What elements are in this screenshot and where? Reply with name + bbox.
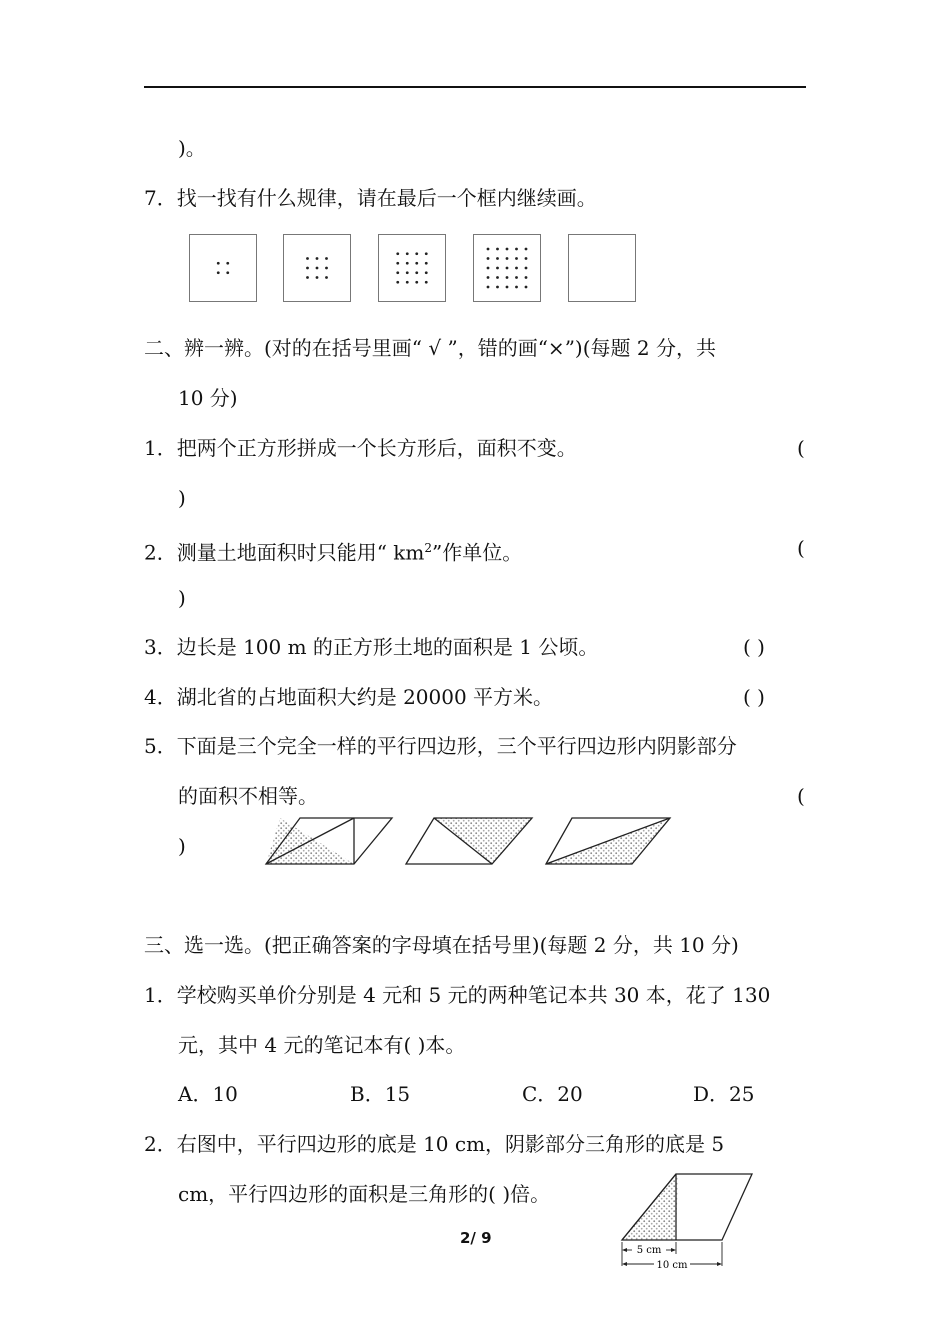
grid-dot — [226, 271, 229, 274]
grid-dot — [515, 257, 518, 260]
grid-dot — [226, 262, 229, 265]
grid-dot — [515, 276, 518, 279]
s2-item-4-text: 4．湖北省的占地面积大约是 20000 平方米。 — [144, 685, 554, 709]
grid-dot — [406, 262, 409, 265]
grid-dot — [496, 286, 499, 289]
s3-q1-option-b[interactable]: B．15 — [350, 1082, 411, 1106]
grid-dot — [487, 248, 490, 251]
dot-box-4 — [473, 234, 541, 302]
grid-dot — [217, 271, 220, 274]
grid-dot — [406, 281, 409, 284]
s3-q1-option-c[interactable]: C．20 — [522, 1082, 583, 1106]
grid-dot — [525, 286, 528, 289]
grid-dot — [325, 267, 328, 270]
s3-q1-option-a[interactable]: A．10 — [178, 1082, 238, 1106]
parallelogram-1 — [266, 818, 392, 864]
dot-box-3 — [378, 234, 446, 302]
grid-dot — [415, 252, 418, 255]
grid-dot — [506, 267, 509, 270]
grid-dot — [496, 267, 499, 270]
grid-dot — [515, 267, 518, 270]
page-number: 2/ 9 — [460, 1229, 492, 1247]
grid-dot — [496, 276, 499, 279]
s2-item-3-text: 3．边长是 100 m 的正方形土地的面积是 1 公顷。 — [144, 635, 599, 659]
s2-item-2-answer-close[interactable]: ) — [178, 586, 186, 610]
grid-dot — [396, 252, 399, 255]
s2-item-2-answer-open[interactable]: ( — [797, 536, 805, 560]
s2-item-3-answer[interactable]: ( ) — [743, 635, 765, 659]
grid-dot — [316, 267, 319, 270]
grid-dot — [325, 257, 328, 260]
header-rule — [144, 86, 806, 88]
s2-item-5-answer-close[interactable]: ) — [178, 834, 186, 858]
parallelogram-3 — [546, 818, 670, 864]
parallelogram-2 — [406, 818, 532, 864]
grid-dot — [396, 271, 399, 274]
dot-box-1 — [189, 234, 257, 302]
section3-title: 三、选一选。(把正确答案的字母填在括号里)(每题 2 分，共 10 分) — [144, 933, 739, 957]
large-base-label: 10 cm — [656, 1260, 688, 1271]
grid-dot — [487, 267, 490, 270]
section2-title-cont: 10 分) — [178, 386, 238, 410]
s2-item-2-text: 2．测量土地面积时只能用“ $km^2$”作单位。 — [144, 540, 523, 565]
grid-dot — [325, 276, 328, 279]
s2-item-5-text: 5．下面是三个完全一样的平行四边形，三个平行四边形内阴影部分 — [144, 734, 737, 758]
grid-dot — [506, 248, 509, 251]
s2-item-1-answer-close[interactable]: ) — [178, 486, 186, 510]
grid-dot — [406, 271, 409, 274]
grid-dot — [316, 276, 319, 279]
grid-dot — [515, 286, 518, 289]
grid-dot — [506, 286, 509, 289]
s2-item-5-text-cont: 的面积不相等。 — [178, 784, 318, 808]
grid-dot — [306, 267, 309, 270]
answer-box-empty[interactable] — [568, 234, 636, 302]
parallelogram-triangle-figure — [618, 1170, 758, 1300]
grid-dot — [425, 252, 428, 255]
grid-dot — [425, 262, 428, 265]
grid-dot — [487, 276, 490, 279]
grid-dot — [487, 286, 490, 289]
grid-dot — [525, 276, 528, 279]
q7-text: 7．找一找有什么规律，请在最后一个框内继续画。 — [144, 186, 597, 210]
s3-q2-text-cont: cm，平行四边形的面积是三角形的( )倍。 — [178, 1182, 551, 1206]
parallelograms-figure — [260, 812, 680, 872]
s3-q1-text-cont: 元，其中 4 元的笔记本有( )本。 — [178, 1033, 466, 1057]
grid-dot — [425, 271, 428, 274]
small-base-label: 5 cm — [636, 1245, 662, 1256]
grid-dot — [496, 248, 499, 251]
grid-dot — [525, 267, 528, 270]
dot-box-2 — [283, 234, 351, 302]
grid-dot — [217, 262, 220, 265]
s2-item-4-answer[interactable]: ( ) — [743, 685, 765, 709]
previous-answer-fragment: )。 — [178, 136, 206, 160]
s3-q1-option-d[interactable]: D．25 — [693, 1082, 755, 1106]
grid-dot — [415, 271, 418, 274]
s2-item-1-text: 1．把两个正方形拼成一个长方形后，面积不变。 — [144, 436, 577, 460]
grid-dot — [425, 281, 428, 284]
grid-dot — [415, 281, 418, 284]
grid-dot — [415, 262, 418, 265]
grid-dot — [487, 257, 490, 260]
grid-dot — [306, 276, 309, 279]
s2-item-5-answer-open[interactable]: ( — [797, 784, 805, 808]
s3-q2-text: 2．右图中，平行四边形的底是 10 cm，阴影部分三角形的底是 5 — [144, 1132, 725, 1156]
grid-dot — [396, 281, 399, 284]
grid-dot — [306, 257, 309, 260]
grid-dot — [525, 248, 528, 251]
grid-dot — [525, 257, 528, 260]
section2-title: 二、辨一辨。(对的在括号里画“ √ ”，错的画“×”)(每题 2 分，共 — [144, 336, 716, 360]
grid-dot — [506, 257, 509, 260]
grid-dot — [506, 276, 509, 279]
grid-dot — [496, 257, 499, 260]
s2-item-1-answer-open[interactable]: ( — [797, 436, 805, 460]
grid-dot — [406, 252, 409, 255]
grid-dot — [515, 248, 518, 251]
s3-q1-text: 1．学校购买单价分别是 4 元和 5 元的两种笔记本共 30 本，花了 130 — [144, 983, 771, 1007]
grid-dot — [396, 262, 399, 265]
grid-dot — [316, 257, 319, 260]
